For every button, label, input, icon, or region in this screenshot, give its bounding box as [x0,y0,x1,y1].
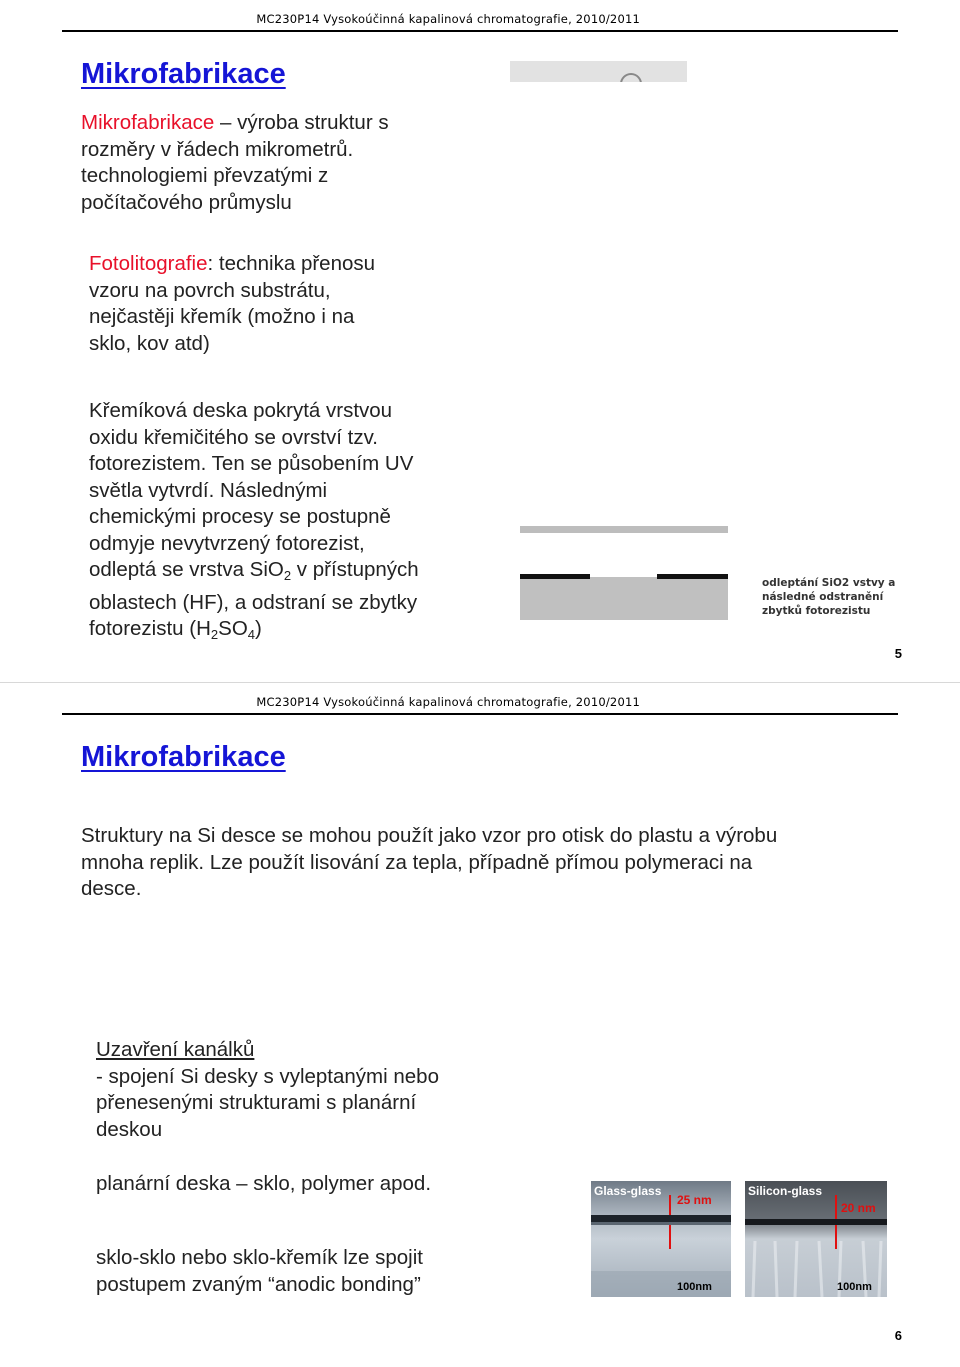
dimension-arrow [835,1225,837,1249]
text-line: Křemíková deska pokrytá vrstvou [89,399,393,422]
process-paragraph [89,398,419,649]
text-line: oblastech (HF), a odstraní se zbytky [89,590,418,614]
subscript: 4 [247,627,255,642]
fotolitografie-paragraph [89,251,375,357]
text-span: fotorezistu (H [89,617,211,640]
text-line: nejčastěji křemík (možno i na [89,305,355,328]
subscript: 2 [283,568,292,583]
micrograph-glass-glass [591,1181,731,1297]
slide-title: Mikrofabrikace [81,741,286,773]
text-line: - spojení Si desky s vyleptanými nebo [96,1064,439,1088]
text-span: odleptá se vrstva SiO [89,558,284,581]
slide-6 [0,683,960,1367]
text-span: ) [255,617,262,640]
text-line: technologiemi převzatými z [81,164,329,187]
slide-title: Mikrofabrikace [81,58,286,90]
text-line: deskou [96,1117,163,1141]
text-line: sklo-sklo nebo sklo-křemík lze spojit [96,1246,423,1269]
text-line: oxidu křemičitého se ovrství tzv. [89,425,378,449]
caption-line: následné odstranění [762,591,884,603]
text-line [89,616,419,649]
dimension-label: 20 nm [841,1201,876,1215]
text-line: postupem zvaným “anodic bonding” [96,1272,421,1296]
anodic-bonding-paragraph [96,1245,423,1298]
silicon-substrate [520,577,728,620]
photomask-layer [520,526,728,533]
text-line: odmyje nevytvrzený fotorezist, [89,531,365,555]
dimension-label: 25 nm [677,1193,712,1207]
text-span: SO [218,617,248,640]
dimension-arrow [669,1225,671,1249]
text-line: Struktury na Si desce se mohou použít jako vzor pro otisk do plastu a výrobu [81,824,778,847]
text-line: : technika přenosu [207,252,376,275]
photo-fragment [510,61,687,82]
header-rule [62,30,898,32]
text-line: počítačového průmyslu [81,190,292,214]
text-line: mnoha replik. Lze použít lisování za tepla, případně přímou polymeraci na [81,850,753,874]
text-line: světla vytvrdí. Následnými [89,478,328,502]
course-header: MC230P14 Vysokoúčinná kapalinová chromatografie, 2010/2011 [256,695,640,709]
text-line: sklo, kov atd) [89,331,210,355]
scale-bar-label: 100nm [677,1281,712,1293]
oxide-remnant-right [657,574,728,579]
text-line [89,557,419,590]
term-fotolitografie: Fotolitografie [89,252,208,275]
micrograph-silicon-glass [745,1181,887,1297]
intro-paragraph [81,110,389,216]
dimension-arrow [835,1195,837,1219]
text-line: desce. [81,877,142,900]
slide-5 [0,0,960,683]
text-line: chemickými procesy se postupně [89,505,391,528]
micrograph-label: Glass-glass [594,1184,662,1198]
bonding-paragraph [96,1037,439,1143]
header-rule [62,713,898,715]
text-line: vzoru na povrch substrátu, [89,278,331,302]
page-number: 5 [894,646,902,661]
page-number: 6 [894,1328,902,1343]
replication-paragraph [81,823,777,903]
scale-bar-label: 100nm [837,1281,872,1293]
text-line: fotorezistem. Ten se působením UV [89,452,414,475]
subscript: 2 [210,627,219,642]
micrograph-label: Silicon-glass [748,1184,823,1198]
section-heading: Uzavření kanálků [96,1038,255,1061]
text-line: rozměry v řádech mikrometrů. [81,137,354,161]
dimension-arrow [669,1195,671,1215]
text-line: přenesenými strukturami s planární [96,1091,417,1114]
diagram-caption [762,576,895,618]
text-line: planární deska – sklo, polymer apod. [96,1172,432,1195]
text-line: – výroba struktur s [214,111,389,134]
course-header: MC230P14 Vysokoúčinná kapalinová chromatografie, 2010/2011 [256,12,640,26]
oxide-remnant-left [520,574,590,579]
term-mikrofabrikace: Mikrofabrikace [81,111,215,134]
caption-line: zbytků fotorezistu [762,605,871,617]
text-span: v přístupných [291,558,419,581]
caption-line: odleptání SiO2 vstvy a [762,577,896,589]
